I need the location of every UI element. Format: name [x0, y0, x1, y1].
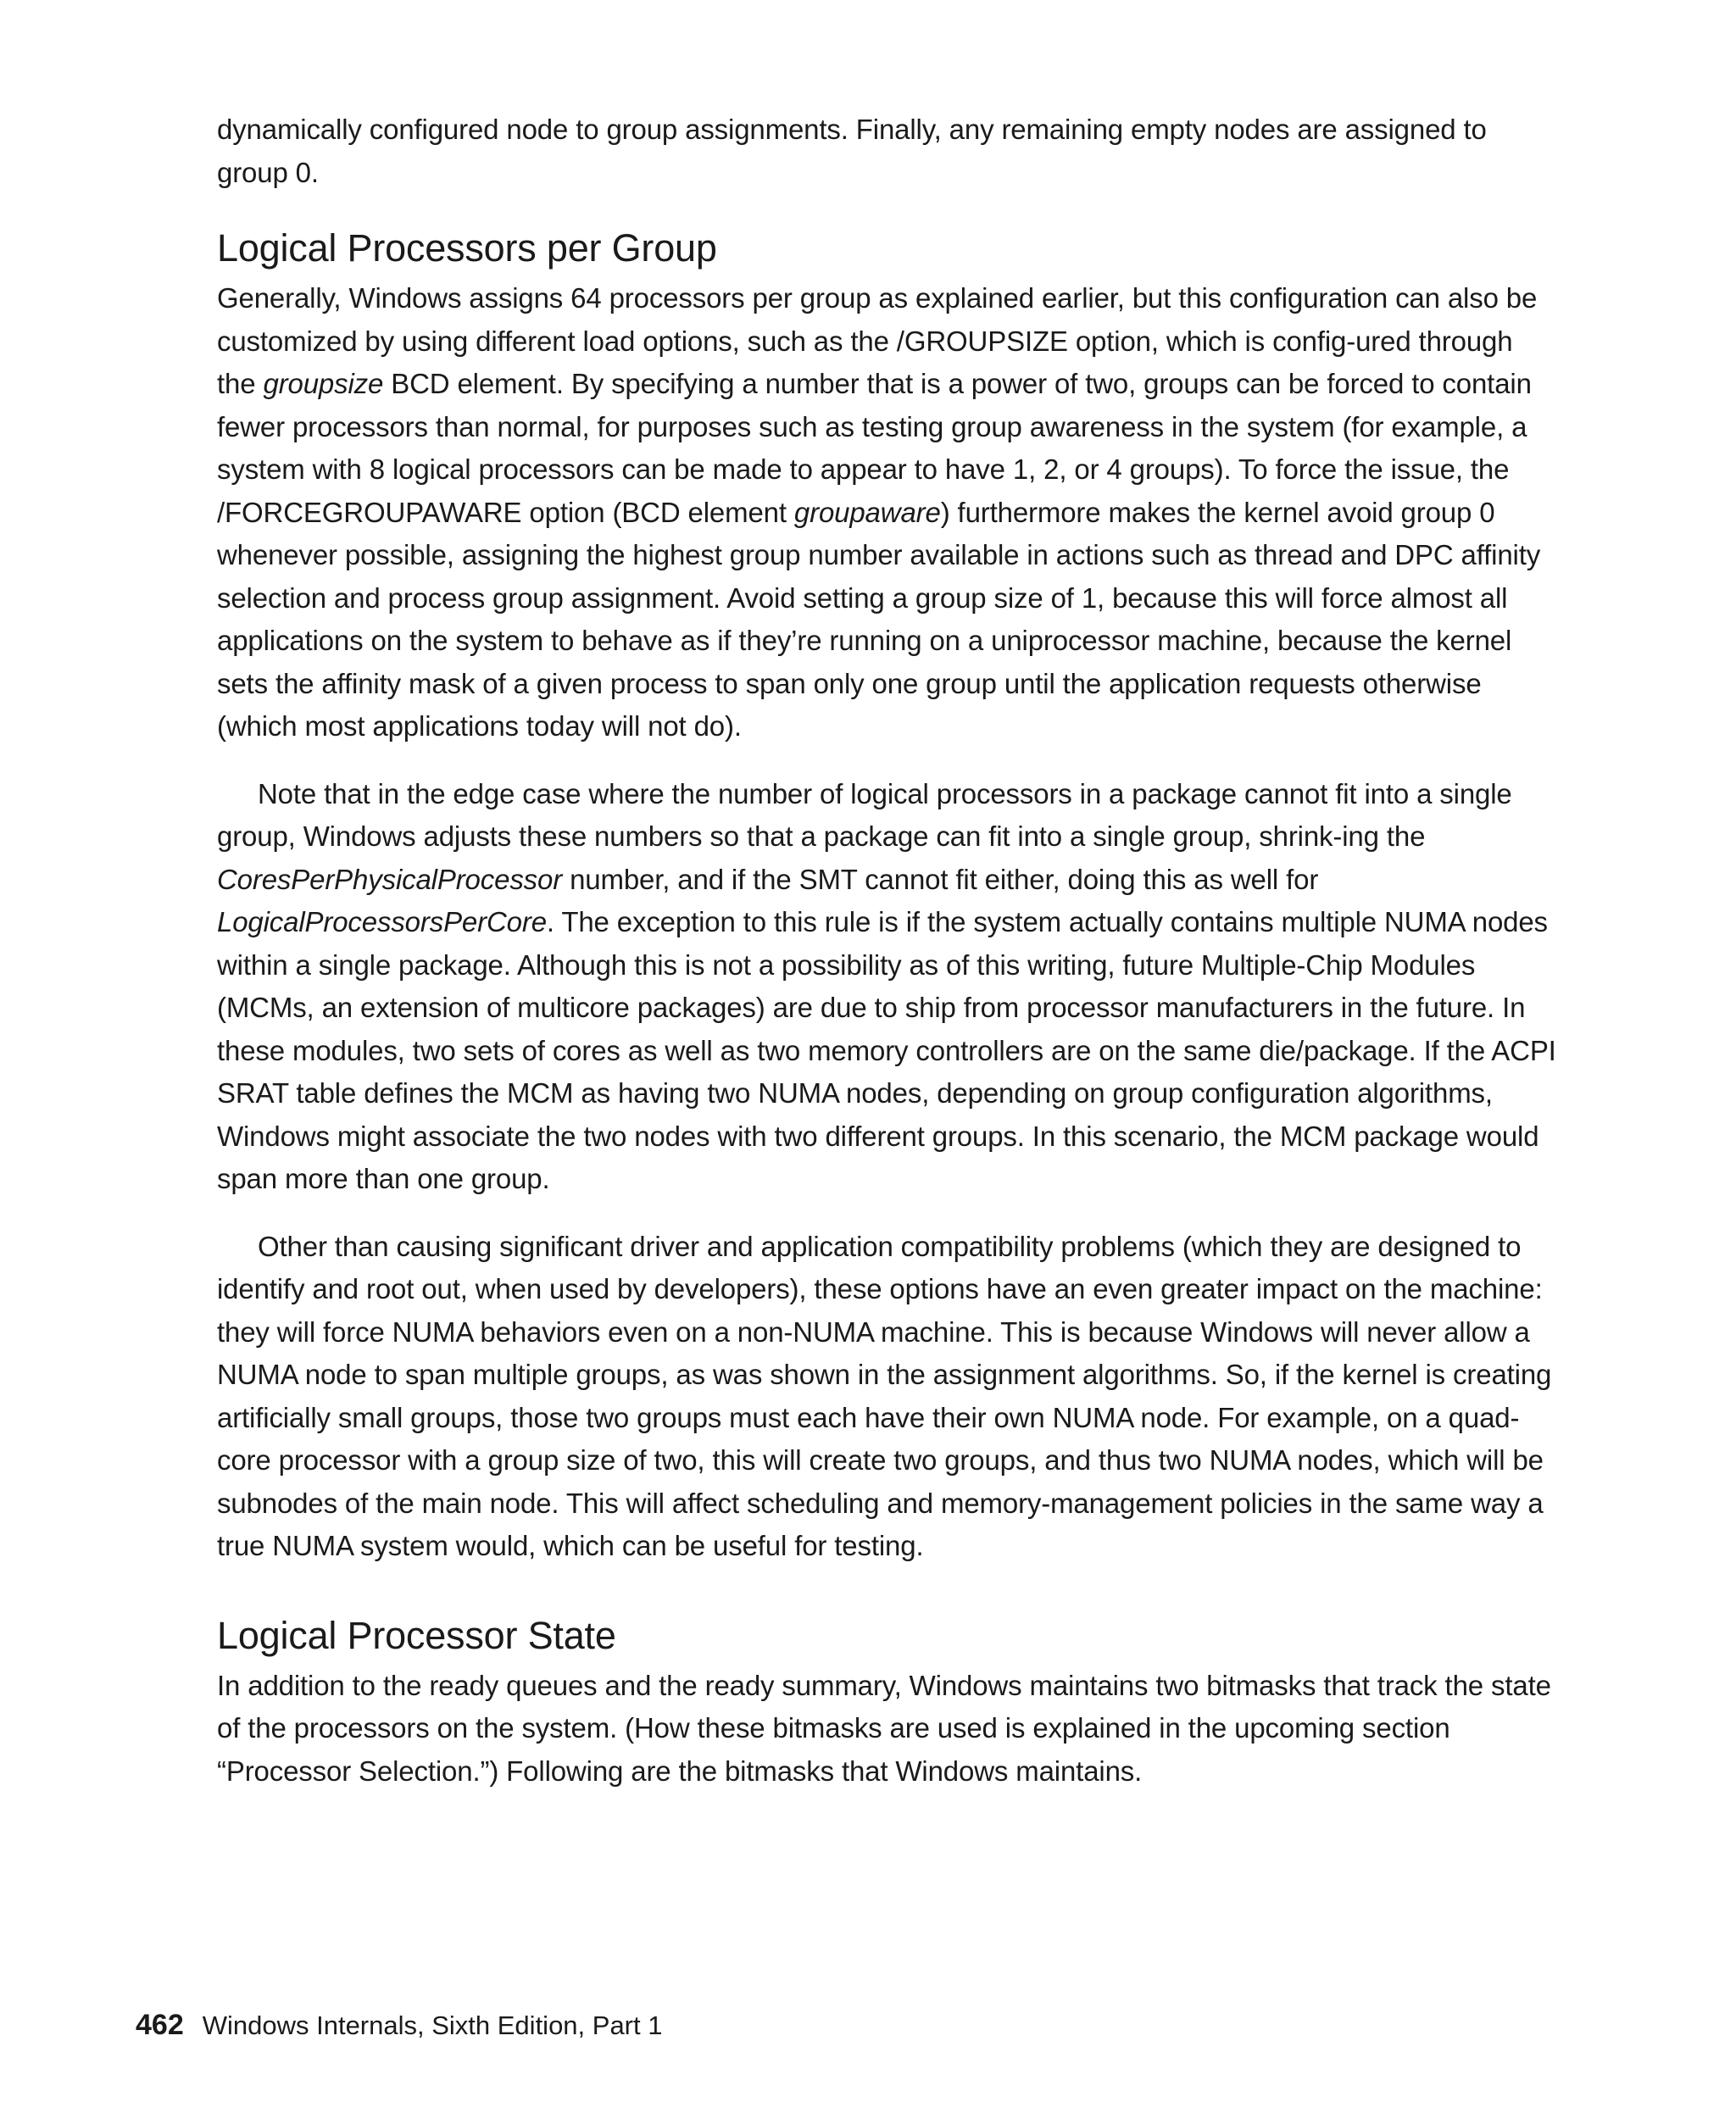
- paragraph-numa-behaviors: Other than causing significant driver and application compatibility problems (which they are designed to identify and root out, when used by developers), these options have an even greater impact on the machine: they will force NUMA behaviors even on a non-NUMA machine. This is because Windows will never allow a NUMA node to span multiple groups, as was shown in the assignment algorithms. So, if the kernel is creating artificially small groups, those two groups must each have their own NUMA node. For example, on a quad-core processor with a group size of two, this will create two groups, and thus two NUMA nodes, which will be subnodes of the main node. This will affect scheduling and memory-management policies in the same way a true NUMA system would, which can be useful for testing.: [217, 1230, 1552, 1561]
- paragraph-bitmasks: In addition to the ready queues and the ready summary, Windows maintains two bitmasks that track the state of the processors on the system. (How these bitmasks are used is explained in the upcoming section “Processor Selection.”) Following are the bitmasks that Windows maintains.: [217, 1669, 1551, 1787]
- italic-term-groupaware: groupaware: [793, 496, 941, 528]
- section-heading-logical-processors-per-group: Logical Processors per Group: [217, 226, 717, 270]
- text-run: Generally, Windows assigns 64 processors per group as explained earlier, but this configuration can also be customized by using different load options, such as the /GROUPSIZE option, which is config-ured through the: [217, 282, 1538, 399]
- page-number: 462: [136, 2009, 184, 2041]
- intro-paragraph: dynamically configured node to group assignments. Finally, any remaining empty nodes are assigned to group 0.: [217, 114, 1487, 188]
- paragraph-group-size-options: [217, 277, 1556, 748]
- text-run: number, and if the SMT cannot fit either, doing this as well for: [562, 863, 1319, 895]
- text-run: Note that in the edge case where the number of logical processors in a package cannot fit into a single group, Windows adjusts these numbers so that a package can fit into a single group, shrink-ing the: [217, 777, 1512, 852]
- italic-term-logical-processors-per-core: LogicalProcessorsPerCore: [217, 906, 547, 937]
- italic-term-groupsize: groupsize: [263, 368, 384, 399]
- book-title: Windows Internals, Sixth Edition, Part 1: [202, 2011, 663, 2040]
- paragraph-edge-case: [217, 773, 1556, 1201]
- text-run: . The exception to this rule is if the system actually contains multiple NUMA nodes within a single package. Although this is not a possibility as of this writing, future Multiple-Chip Modules (MCMs, an extension of multicore packages) are due to ship from processor manufacturers in the future. In these modules, two sets of cores as well as two memory controllers are on the same die/package. If the ACPI SRAT table defines the MCM as having two NUMA nodes, depending on group configuration algorithms, Windows might associate the two nodes with two different groups. In this scenario, the MCM package would span more than one group.: [217, 906, 1556, 1194]
- text-run: BCD element. By specifying a number that is a power of two, groups can be forced to contain fewer processors than normal, for purposes such as testing group awareness in the system (for example, a system with 8 logical processors can be made to appear to have 1, 2, or 4 groups). To force the issue, the /FORCEGROUPAWARE option (BCD element: [217, 368, 1532, 528]
- page-footer: [136, 2008, 662, 2043]
- page-content: [217, 108, 1556, 1793]
- text-run: ) furthermore makes the kernel avoid group 0 whenever possible, assigning the highest group number available in actions such as thread and DPC affinity selection and process group assignment. Avoid setting a group size of 1, because this will force almost all applications on the system to behave as if they’re running on a uniprocessor machine, because the kernel sets the affinity mask of a given process to span only one group until the application requests otherwise (which most applications today will not do).: [217, 496, 1541, 742]
- section-heading-logical-processor-state: Logical Processor State: [217, 1613, 616, 1657]
- italic-term-cores-per-physical-processor: CoresPerPhysicalProcessor: [217, 863, 563, 895]
